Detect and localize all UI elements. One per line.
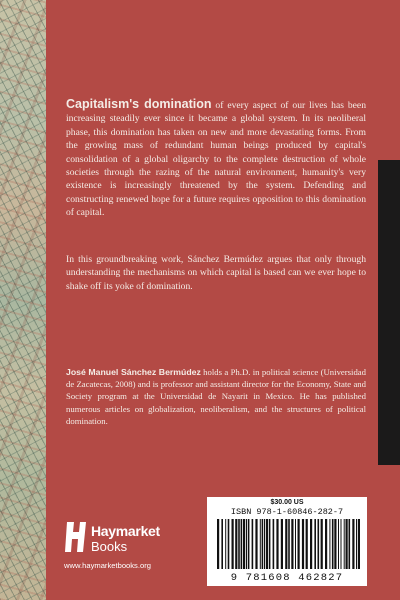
blurb-paragraph xyxy=(66,98,366,220)
author-bio xyxy=(66,366,366,427)
barcode-bar xyxy=(321,519,323,569)
publisher-sub: Books xyxy=(91,539,128,554)
barcode-bar xyxy=(298,519,300,569)
barcode-bar xyxy=(255,519,257,569)
barcode-bar xyxy=(325,519,327,569)
barcode-bar xyxy=(260,519,261,569)
publisher-name: Haymarket xyxy=(91,523,160,539)
barcode-bar xyxy=(266,519,268,569)
barcode-bar xyxy=(243,519,245,569)
author-bio-body: holds a Ph.D. in political science (Universidad de Zacatecas, 2008) and is professor and assistant director for the Economy, State and Society program at the Universidad de Nayarit in Mexico. He has published numerous articles on globalization, neoliberalism, and the structures of political domination. xyxy=(66,367,366,426)
barcode-bar xyxy=(288,519,290,569)
blurb-body: of every aspect of our lives has been increasing steadily ever since it became a global system. In its neoliberal phase, this domination has taken on new and more devastating forms. From the growing mass of redundant human beings produced by capital's consolidation of a global oligarchy to the complete destruction of whole societies through the razing of the natural environment, humanity's very existence is increasingly threatened by the system. Defending and constructing renewed hope for a future requires opposition to this domination of capital. xyxy=(66,100,366,219)
map-image-strip xyxy=(0,0,46,600)
barcode-bar xyxy=(349,519,351,569)
barcode-box xyxy=(207,497,367,586)
barcode-bar xyxy=(252,519,254,569)
barcode-bar xyxy=(281,519,283,569)
spine-top xyxy=(378,0,400,160)
barcode-bar xyxy=(291,519,293,569)
barcode-bar xyxy=(246,519,247,569)
barcode-bar xyxy=(248,519,250,569)
barcode-bar xyxy=(310,519,312,569)
spine-bottom xyxy=(378,465,400,600)
barcode-bar xyxy=(306,519,308,569)
publisher-logo xyxy=(64,520,184,580)
barcode-bar xyxy=(302,519,304,569)
barcode-bar xyxy=(295,519,296,569)
barcode-bar xyxy=(276,519,278,569)
author-name: José Manuel Sánchez Bermúdez xyxy=(66,367,201,377)
barcode-bar xyxy=(356,519,357,569)
barcode-bar xyxy=(285,519,287,569)
blurb-lead: Capitalism's domination xyxy=(66,97,212,111)
barcode-bar xyxy=(241,519,243,569)
argument-paragraph: In this groundbreaking work, Sánchez Bermúdez argues that only through understanding the mechanisms on which capital is based can we ever hope to shake off its yoke of domination. xyxy=(66,254,366,292)
barcode-bar xyxy=(217,519,219,569)
publisher-url: www.haymarketbooks.org xyxy=(64,561,151,570)
barcode-bar xyxy=(235,519,237,569)
haymarket-h-icon xyxy=(64,520,88,554)
barcode-bar xyxy=(332,519,334,569)
barcode-bar xyxy=(314,519,316,569)
barcode-bar xyxy=(232,519,234,569)
barcode-bar xyxy=(262,519,264,569)
barcode-bar xyxy=(264,519,265,569)
barcode-bars xyxy=(215,519,361,575)
barcode-bar xyxy=(221,519,223,569)
barcode-bar xyxy=(338,519,339,569)
barcode-bar xyxy=(225,519,226,569)
barcode-bar xyxy=(329,519,330,569)
barcode-bar xyxy=(273,519,275,569)
barcode-bar xyxy=(341,519,342,569)
barcode-bar xyxy=(228,519,230,569)
barcode-bar xyxy=(344,519,345,569)
price-label: $30.00 US xyxy=(270,499,304,506)
barcode-bar xyxy=(352,519,354,569)
barcode-bar xyxy=(334,519,336,569)
isbn-label: ISBN 978-1-60846-282-7 xyxy=(230,507,344,517)
barcode-bar xyxy=(269,519,271,569)
barcode-bar xyxy=(358,519,360,569)
barcode-bar xyxy=(346,519,348,569)
barcode-bar xyxy=(318,519,320,569)
barcode-bar xyxy=(238,519,240,569)
barcode-digits: 9 781608 462827 xyxy=(230,572,344,584)
